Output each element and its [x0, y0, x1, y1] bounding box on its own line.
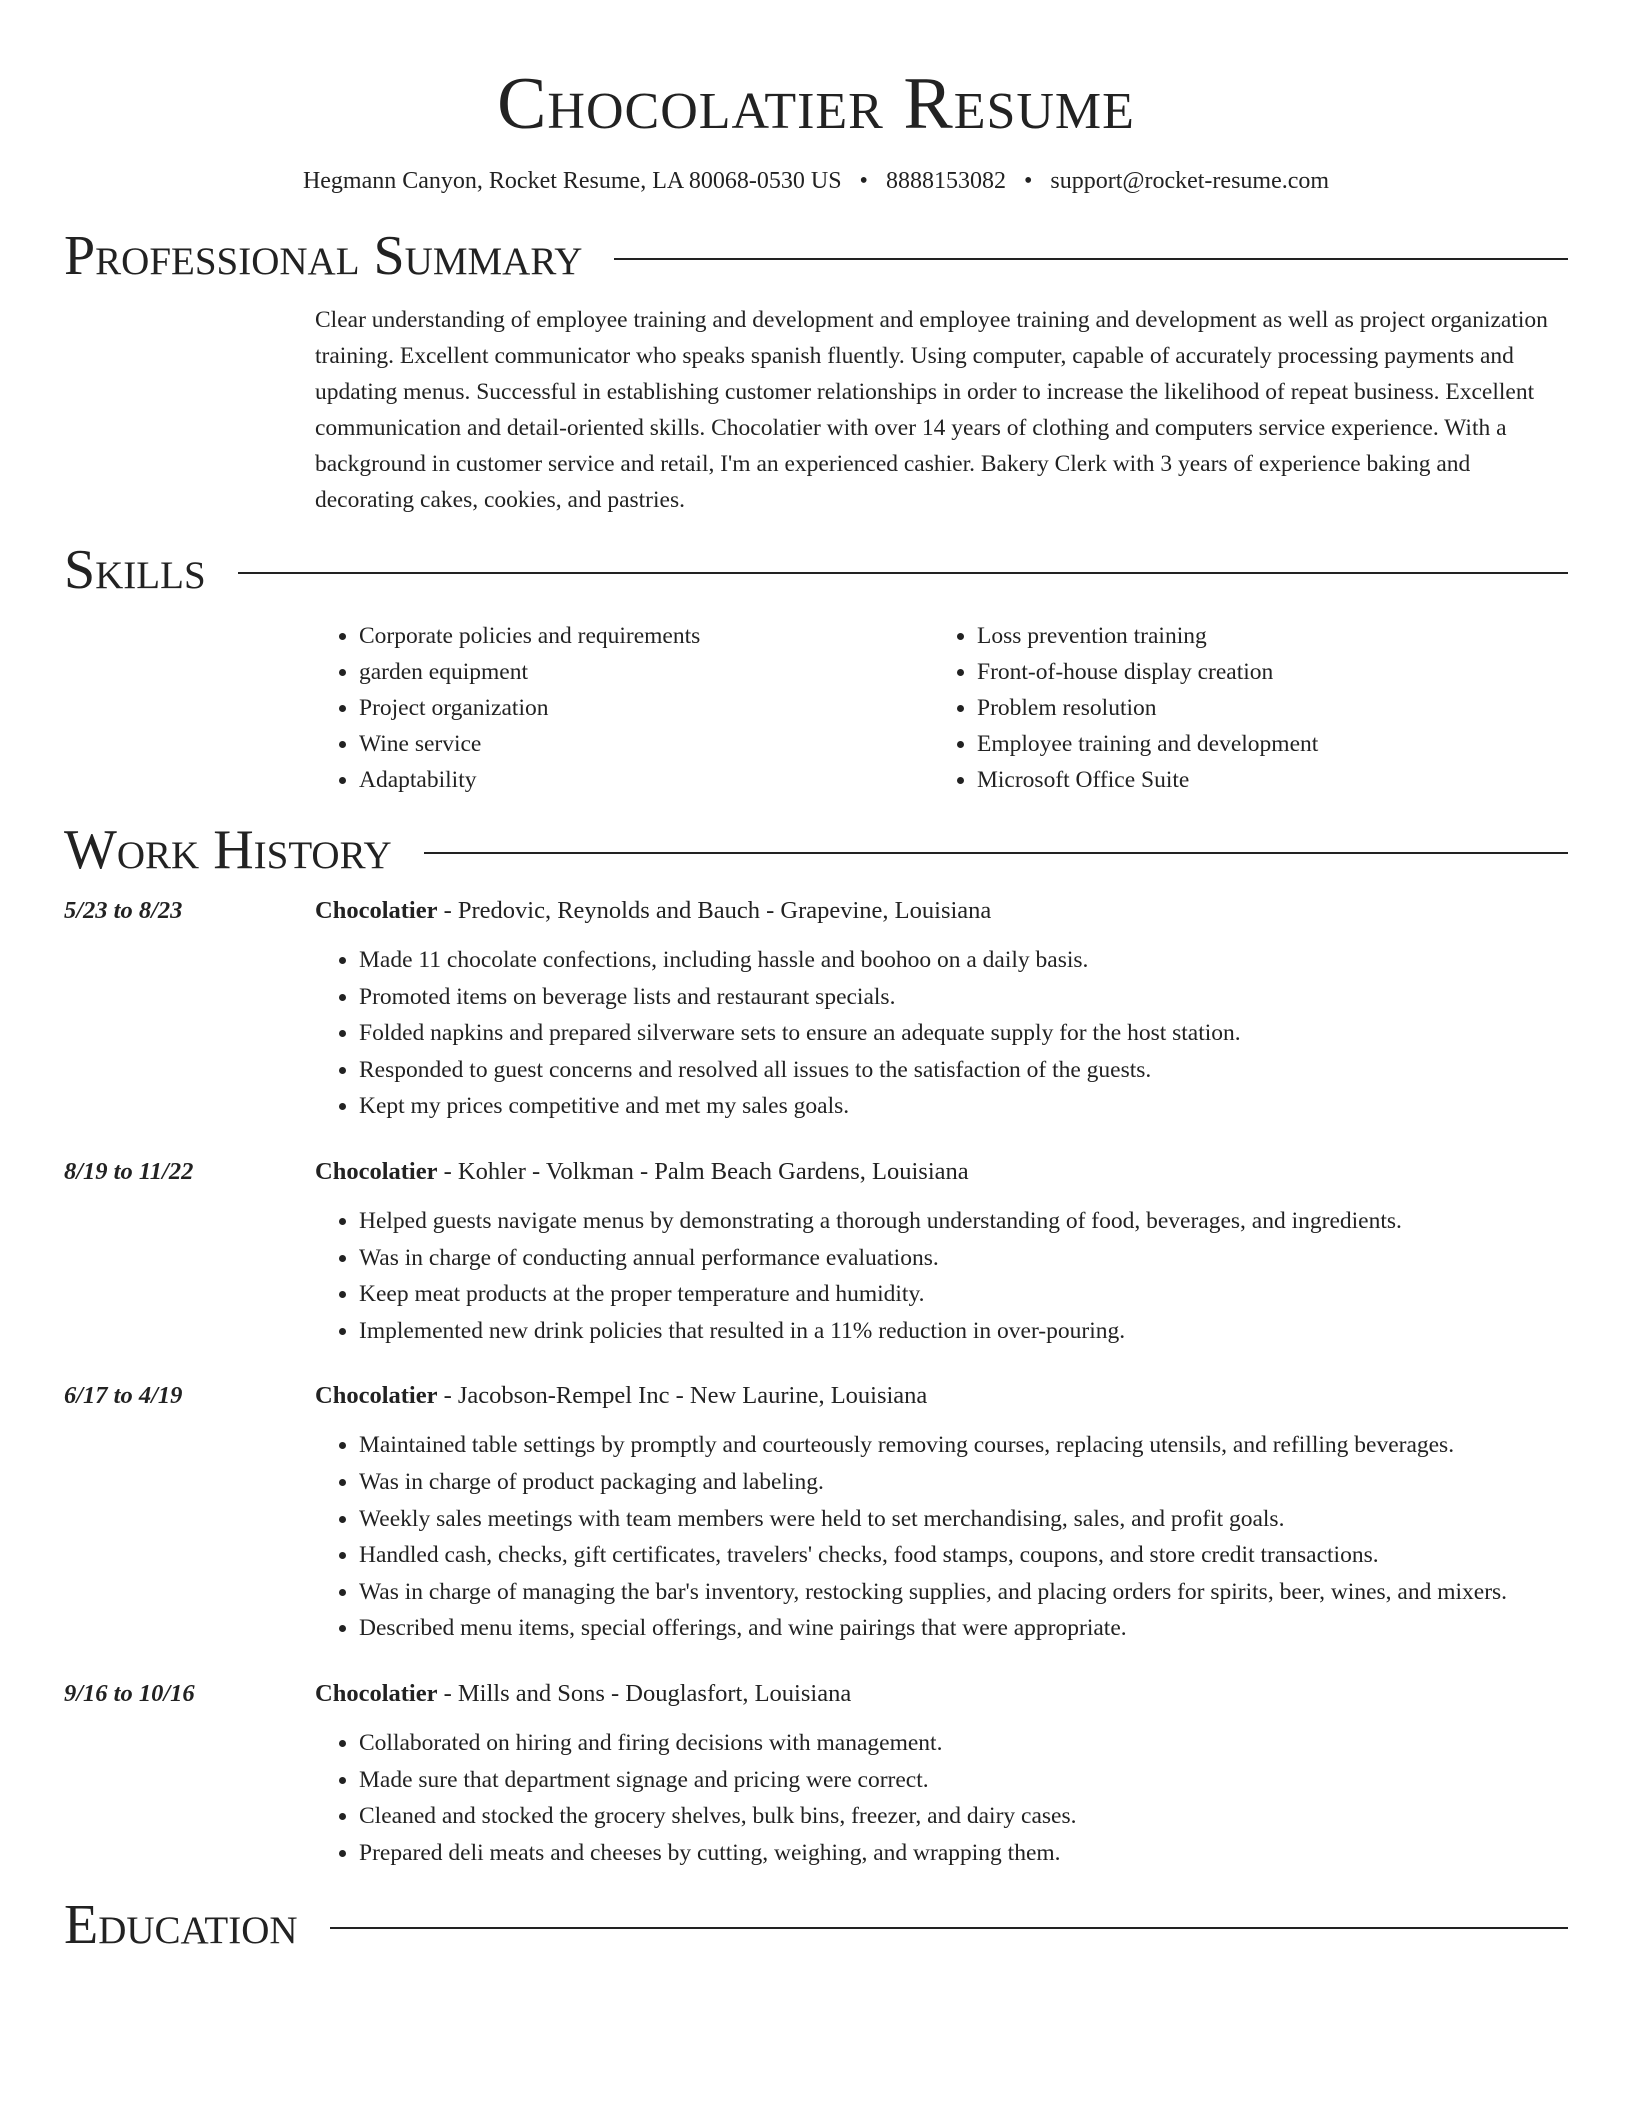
skills-grid: [315, 618, 1568, 798]
skill-item: • Problem resolution: [977, 690, 1551, 726]
resume-page: [64, 0, 1568, 1957]
job-title: Chocolatier: [315, 1679, 438, 1707]
job-bullet: • Described menu items, special offerings, and wine pairings that were appropriate.: [359, 1610, 1567, 1647]
job-bullet: • Maintained table settings by promptly and courteously removing courses, replacing utensils, and refilling beverages.: [359, 1427, 1567, 1464]
job-entry: [64, 1677, 1568, 1871]
skill-item: • Adaptability: [359, 762, 933, 798]
job-bullet: • Kept my prices competitive and met my sales goals.: [359, 1088, 1567, 1125]
job-bullet: • Collaborated on hiring and firing decisions with management.: [359, 1725, 1567, 1762]
job-header: [64, 1379, 1568, 1413]
job-title: Chocolatier: [315, 1157, 438, 1185]
job-responsibilities: [315, 942, 1567, 1125]
education-heading: Education: [64, 1894, 298, 1957]
skill-item: • Corporate policies and requirements: [359, 618, 933, 654]
skills-column-right: [933, 618, 1551, 798]
job-info: [315, 1677, 851, 1711]
resume-title: Chocolatier Resume: [497, 63, 1135, 145]
skill-item: • garden equipment: [359, 654, 933, 690]
job-bullet-list: [315, 942, 1567, 1125]
section-divider: [238, 572, 1568, 574]
job-responsibilities: [315, 1427, 1567, 1647]
job-dates: 6/17 to 4/19: [64, 1382, 183, 1410]
job-dates: 5/23 to 8/23: [64, 897, 183, 924]
skill-item: • Employee training and development: [977, 726, 1551, 762]
section-divider: [614, 258, 1568, 260]
skill-item: • Project organization: [359, 690, 933, 726]
education-section-header: [64, 1893, 1568, 1957]
job-bullet: • Handled cash, checks, gift certificates, travelers' checks, food stamps, coupons, and store credit transactions.: [359, 1537, 1567, 1574]
contact-phone: 8888153082: [885, 168, 1006, 194]
summary-section-header: [64, 224, 1568, 288]
job-info: [315, 894, 991, 928]
job-bullet: • Cleaned and stocked the grocery shelves, bulk bins, freezer, and dairy cases.: [359, 1798, 1567, 1835]
job-bullet: • Responded to guest concerns and resolved all issues to the satisfaction of the guests.: [359, 1052, 1567, 1089]
job-bullet-list: [315, 1427, 1567, 1647]
section-divider: [424, 852, 1568, 854]
summary-heading: Professional Summary: [64, 225, 583, 287]
job-employer: - Kohler - Volkman - Palm Beach Gardens, Louisiana: [437, 1157, 969, 1185]
job-responsibilities: [315, 1725, 1567, 1871]
job-info: [315, 1379, 927, 1413]
contact-address: Hegmann Canyon, Rocket Resume, LA 80068-0530 US: [302, 168, 842, 194]
job-employer: - Jacobson-Rempel Inc - New Laurine, Louisiana: [437, 1382, 928, 1410]
job-bullet: • Promoted items on beverage lists and restaurant specials.: [359, 979, 1567, 1016]
job-bullet: • Was in charge of conducting annual performance evaluations.: [359, 1240, 1567, 1277]
contact-line: [64, 166, 1568, 196]
job-bullet-list: [315, 1203, 1567, 1349]
job-bullet: • Helped guests navigate menus by demonstrating a thorough understanding of food, beverages, and ingredients.: [359, 1203, 1567, 1240]
summary-text: Clear understanding of employee training and development and employee training and development as well as project organization training. Excellent communicator who speaks spanish fluently. Using computer, capable of accurately processing payments and updating menus. Successful in establishing customer relationships in order to increase the likelihood of repeat business. Excellent communication and detail-oriented skills. Chocolatier with over 14 years of clothing and computers service experience. With a background in customer service and retail, I'm an experienced cashier. Bakery Clerk with 3 years of experience baking and decorating cakes, cookies, and pastries.: [315, 307, 1548, 513]
job-dates: 8/19 to 11/22: [64, 1157, 194, 1185]
work-history-list: [64, 894, 1568, 1871]
job-header: [64, 1677, 1568, 1711]
job-bullet: • Made 11 chocolate confections, including hassle and boohoo on a daily basis.: [359, 942, 1567, 979]
skill-item: • Microsoft Office Suite: [977, 762, 1551, 798]
job-responsibilities: [315, 1203, 1567, 1349]
job-bullet: • Prepared deli meats and cheeses by cutting, weighing, and wrapping them.: [359, 1835, 1567, 1872]
job-bullet: • Keep meat products at the proper temperature and humidity.: [359, 1276, 1567, 1313]
job-entry: [64, 1155, 1568, 1349]
job-bullet-list: [315, 1725, 1567, 1871]
job-bullet: • Folded napkins and prepared silverware sets to ensure an adequate supply for the host station.: [359, 1015, 1567, 1052]
job-title: Chocolatier: [315, 897, 438, 924]
work-section-header: [64, 818, 1568, 882]
job-bullet: • Made sure that department signage and pricing were correct.: [359, 1762, 1567, 1799]
skills-column-left: [315, 618, 933, 798]
skills-heading: Skills: [64, 539, 206, 601]
job-bullet: • Was in charge of product packaging and labeling.: [359, 1464, 1567, 1501]
skills-section-header: [64, 538, 1568, 602]
job-bullet: • Weekly sales meetings with team members were held to set merchandising, sales, and profit goals.: [359, 1501, 1567, 1538]
skill-item: • Loss prevention training: [977, 618, 1551, 654]
contact-email: support@rocket-resume.com: [1050, 168, 1330, 194]
contact-separator: •: [1023, 168, 1033, 194]
job-header: [64, 894, 1568, 928]
job-header: [64, 1155, 1568, 1189]
job-entry: [64, 1379, 1568, 1647]
job-bullet: • Was in charge of managing the bar's inventory, restocking supplies, and placing orders for spirits, beer, wines, and mixers.: [359, 1574, 1567, 1611]
section-divider: [330, 1927, 1568, 1929]
job-bullet: • Implemented new drink policies that resulted in a 11% reduction in over-pouring.: [359, 1313, 1567, 1350]
contact-separator: •: [859, 168, 868, 194]
skills-list-right: [933, 618, 1551, 798]
skill-item: • Wine service: [359, 726, 933, 762]
skills-list-left: [315, 618, 933, 798]
job-info: [315, 1155, 969, 1189]
job-entry: [64, 894, 1568, 1125]
job-employer: - Predovic, Reynolds and Bauch - Grapevine, Louisiana: [437, 897, 992, 924]
job-employer: - Mills and Sons - Douglasfort, Louisiana: [437, 1679, 852, 1707]
work-heading: Work History: [64, 819, 392, 881]
job-dates: 9/16 to 10/16: [64, 1679, 195, 1707]
job-title: Chocolatier: [315, 1382, 438, 1410]
skill-item: • Front-of-house display creation: [977, 654, 1551, 690]
